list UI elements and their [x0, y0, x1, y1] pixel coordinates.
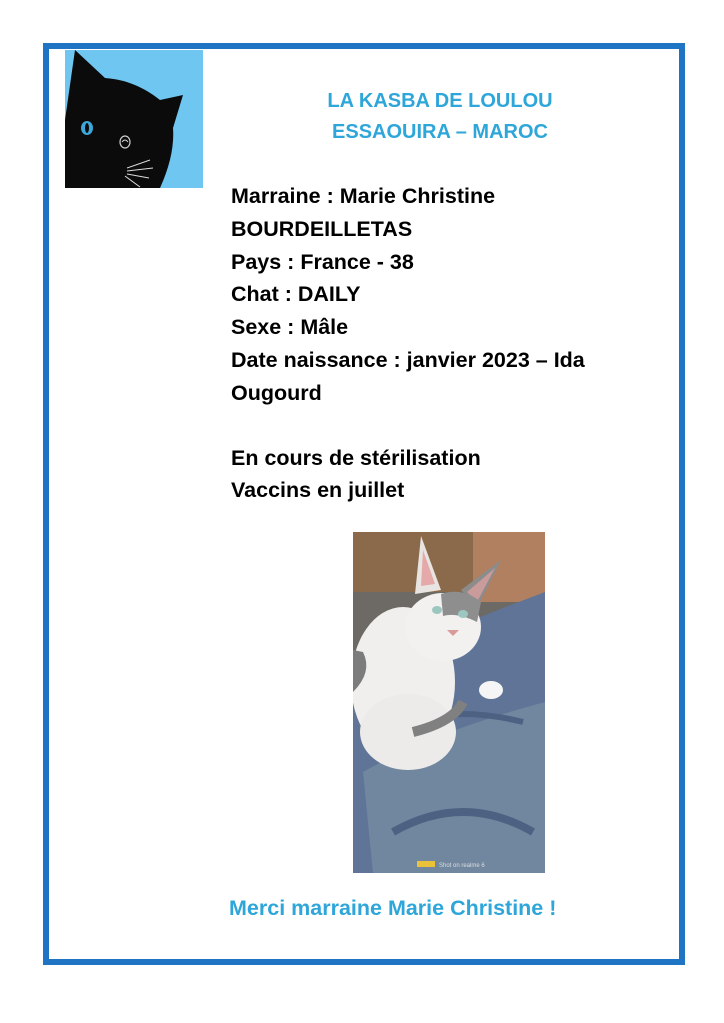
sponsorship-info: [231, 180, 651, 507]
vaccines-line: Vaccins en juillet: [231, 478, 405, 503]
cat-photo: [353, 532, 545, 873]
sterilization-line: En cours de stérilisation: [231, 445, 481, 470]
birth-date-line-2: Ougourd: [231, 380, 322, 405]
photo-caption: Shot on realme 6: [439, 863, 485, 869]
shelter-header: [290, 86, 590, 148]
cat-name-line: Chat : DAILY: [231, 282, 361, 307]
thank-you-message: Merci marraine Marie Christine !: [229, 896, 557, 920]
shelter-name: LA KASBA DE LOULOU: [327, 90, 553, 112]
godmother-line-2: BOURDEILLETAS: [231, 216, 413, 241]
country-line: Pays : France - 38: [231, 249, 414, 274]
shelter-location: ESSAOUIRA – MAROC: [332, 121, 548, 143]
godmother-line-1: Marraine : Marie Christine: [231, 184, 496, 208]
sex-line: Sexe : Mâle: [231, 315, 349, 340]
birth-date-line-1: Date naissance : janvier 2023 – Ida: [231, 347, 585, 372]
spacer: [231, 410, 651, 442]
black-cat-logo-icon: [65, 50, 203, 188]
